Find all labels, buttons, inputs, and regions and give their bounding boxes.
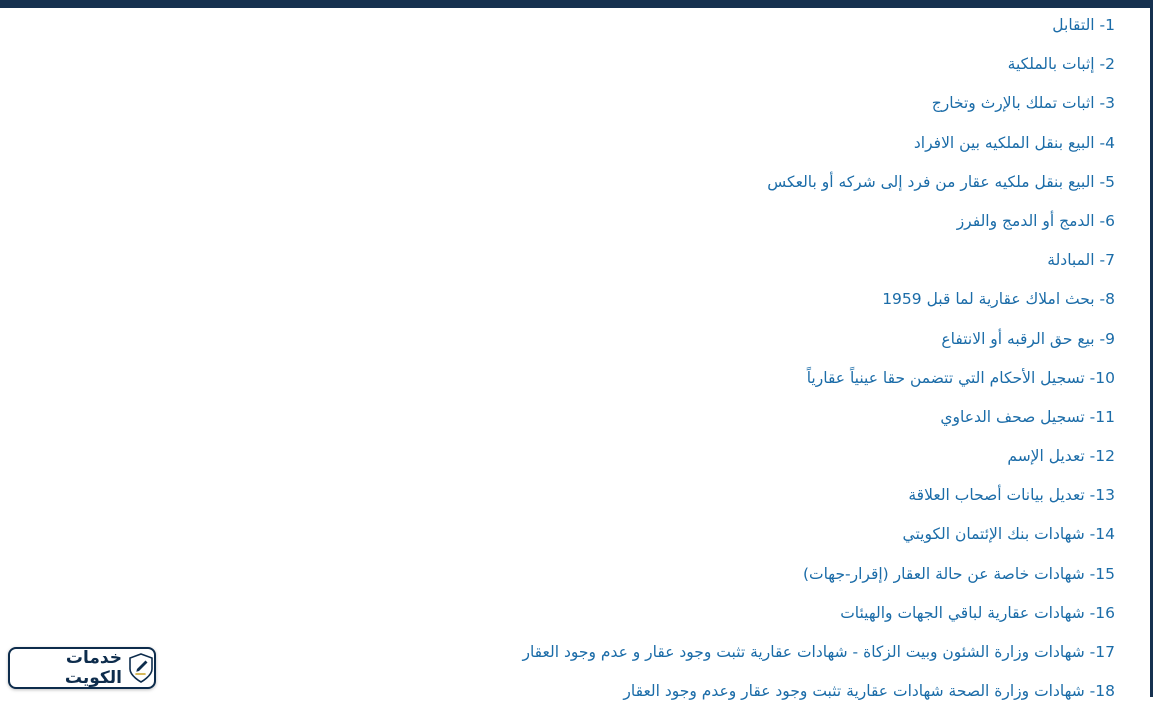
list-item[interactable]: 14- شهادات بنك الإئتمان الكويتي [902,525,1115,544]
list-item[interactable]: 7- المبادلة [1047,251,1115,270]
list-item[interactable]: 16- شهادات عقارية لباقي الجهات والهيئات [840,603,1115,622]
list-item[interactable]: 1- التقابل [1052,16,1115,34]
list-item[interactable]: 15- شهادات خاصة عن حالة العقار (إقرار-جهات) [802,564,1115,583]
logo-label: خدمات الكويت [64,648,122,688]
list-item[interactable]: 17- شهادات وزارة الشئون وبيت الزكاة - شهادات عقارية تثبت وجود عقار و عدم وجود العقار [522,643,1115,661]
list-item[interactable]: 18- شهادات وزارة الصحة شهادات عقارية تثبت وجود عقار وعدم وجود العقار [623,682,1115,701]
list-item[interactable]: 9- بيع حق الرقبه أو الانتفاع [941,329,1115,348]
list-item[interactable]: 11- تسجيل صحف الدعاوي [940,407,1115,426]
list-item[interactable]: 2- إثبات بالملكية [1007,55,1115,74]
top-accent-bar [0,0,1153,8]
list-item[interactable]: 12- تعديل الإسم [1007,447,1115,466]
list-item[interactable]: 8- بحث املاك عقارية لما قبل 1959 [882,290,1115,309]
list-item[interactable]: 4- البيع بنقل الملكيه بين الافراد [913,133,1115,152]
list-item[interactable]: 13- تعديل بيانات أصحاب العلاقة [908,486,1115,505]
kuwait-services-logo-badge[interactable] [8,647,156,689]
list-item[interactable]: 3- اثبات تملك بالإرث وتخارج [931,94,1115,113]
pen-badge-icon [128,653,154,683]
list-item[interactable]: 6- الدمج أو الدمج والفرز [956,211,1115,230]
list-item[interactable]: 10- تسجيل الأحكام التي تتضمن حقا عينياً عقارياً [806,368,1115,387]
services-list [0,8,1153,723]
list-item[interactable]: 5- البيع بنقل ملكيه عقار من فرد إلى شركه أو بالعكس [767,172,1115,191]
